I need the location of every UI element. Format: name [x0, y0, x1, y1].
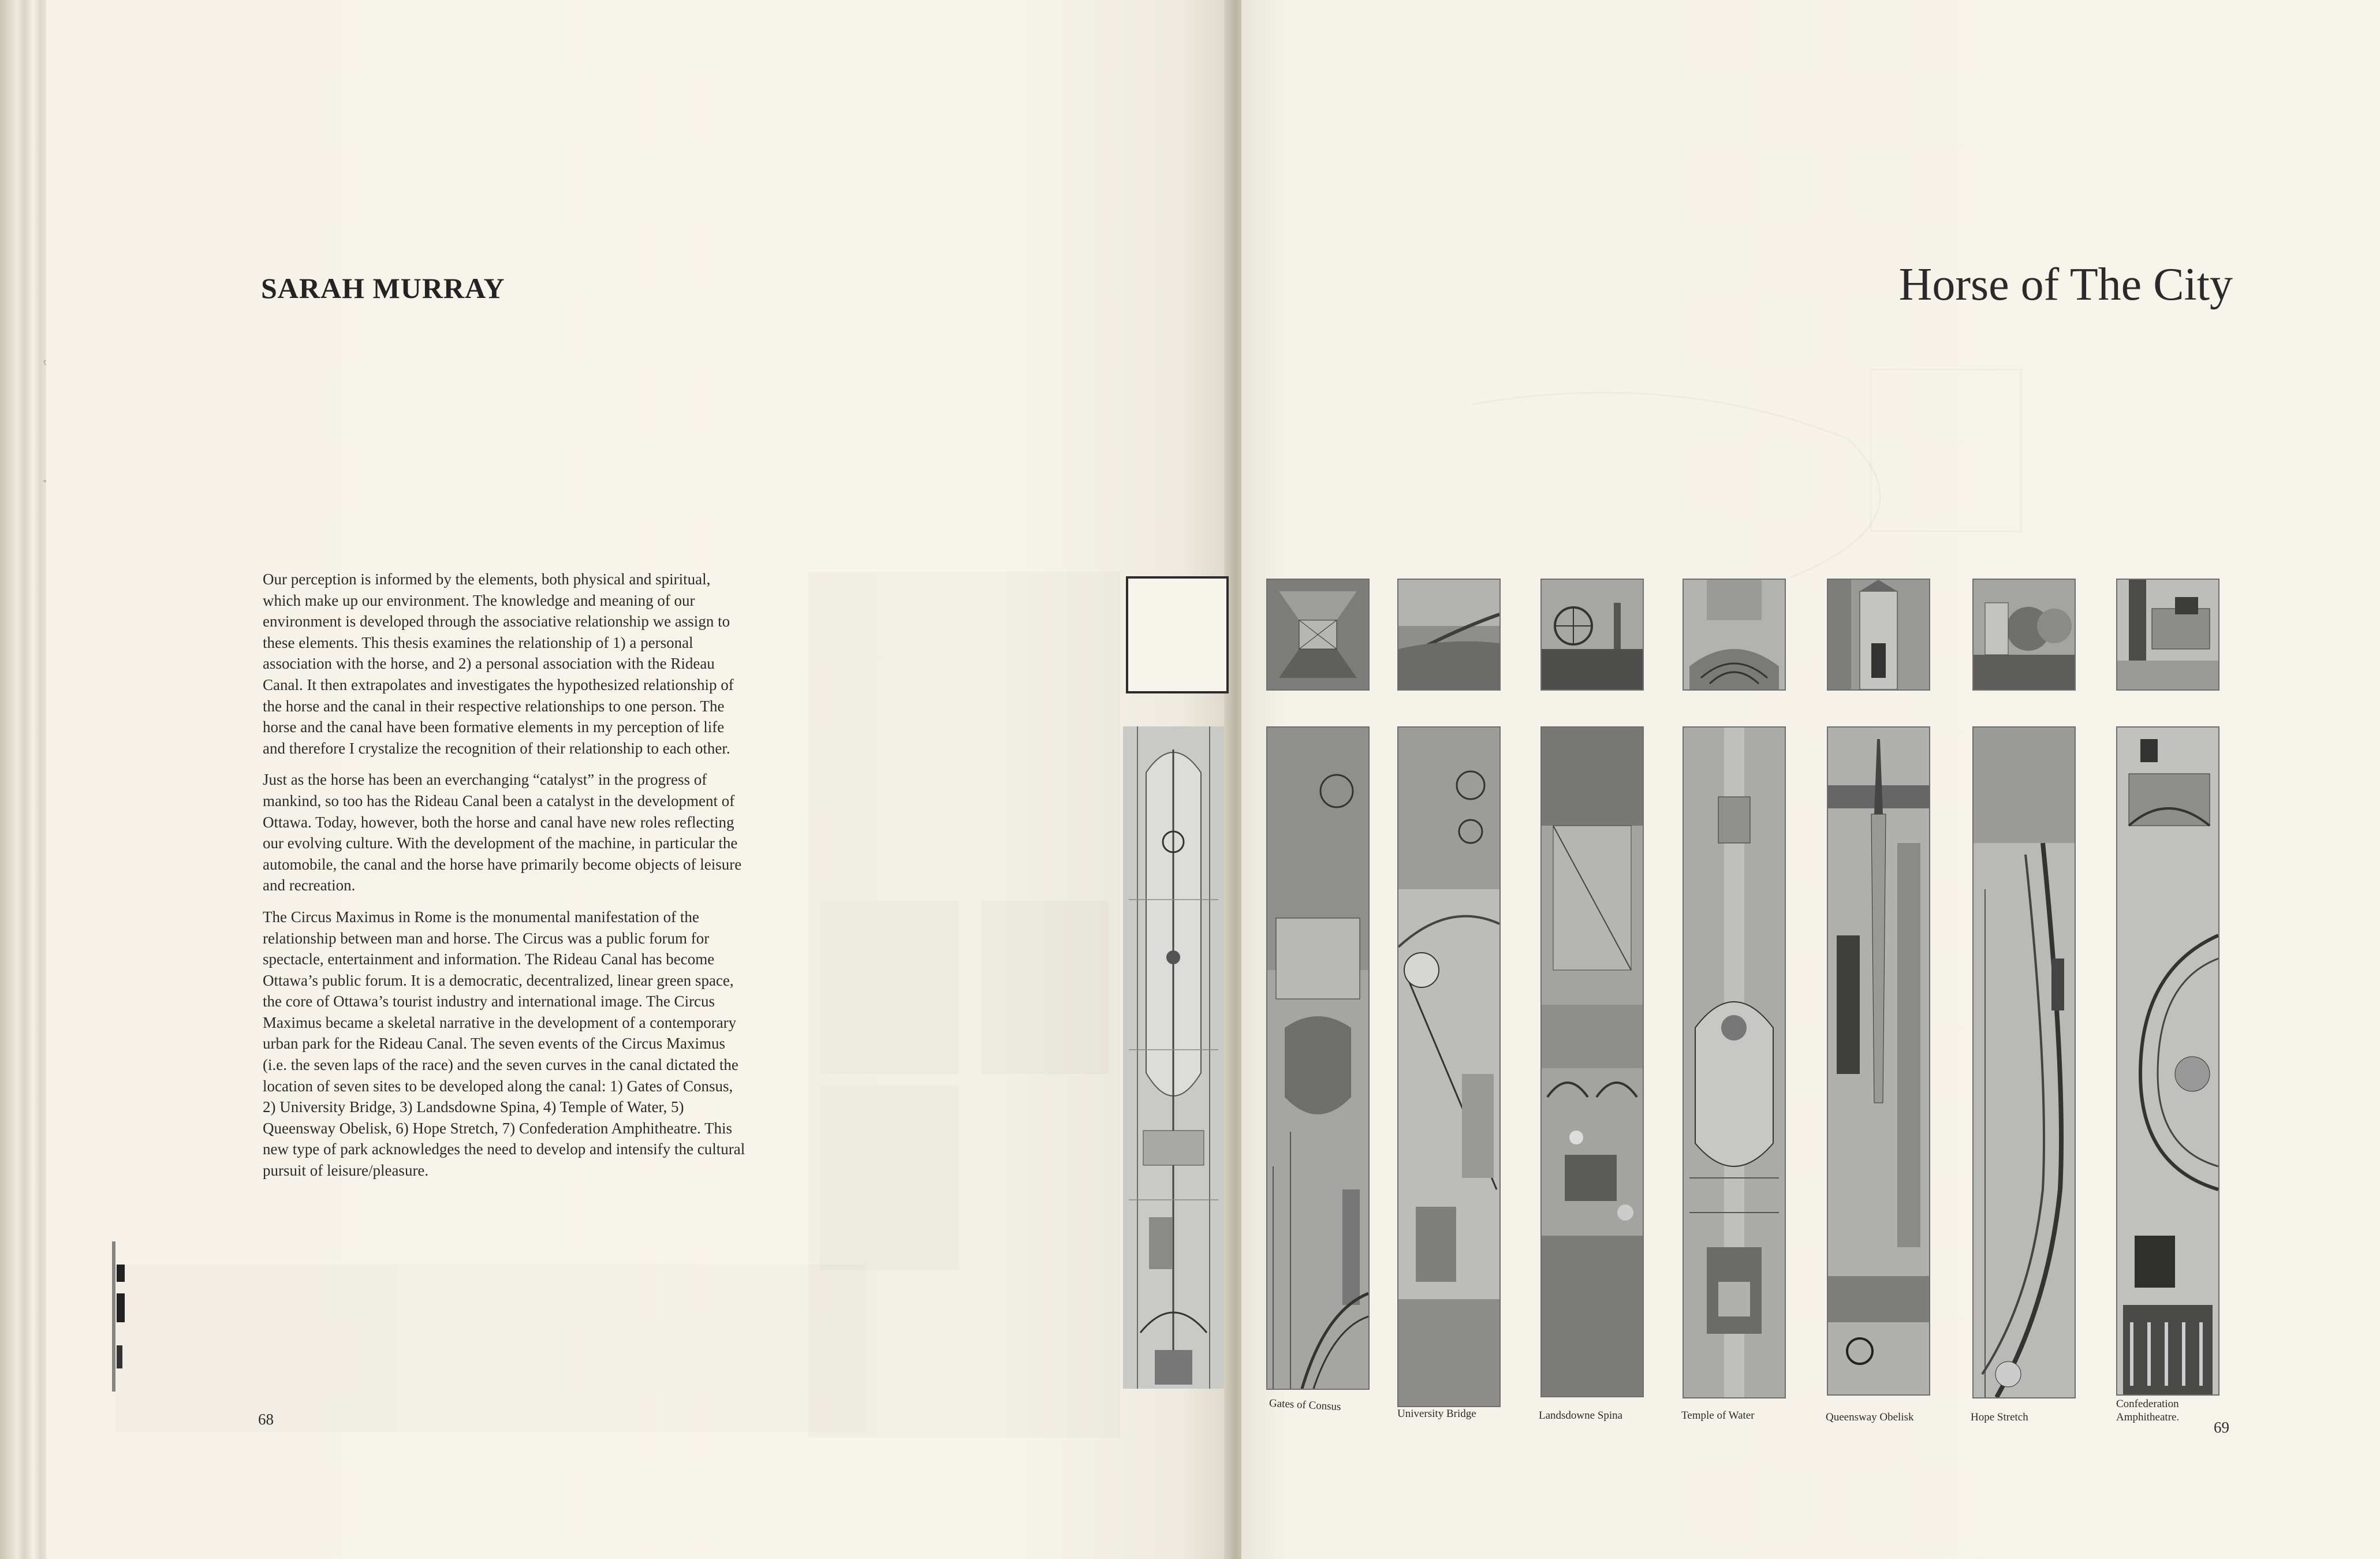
body-paragraph: The Circus Maximus in Rome is the monumental manifestation of the relationship between man and horse. The Circus was a public forum for spectacle, entertainment and information. The Rideau Canal has become Ottawa’s public forum. It is a democratic, decentralized, linear green space, the core of Ottawa’s tourist industry and international image. The Circus Maximus became a skeletal narrative in the development of a contemporary urban park for the Rideau Canal. The seven events of the Circus Maximus (i.e. the seven laps of the race) and the seven curves in the canal dictated the location of seven sites to be developed along the canal: 1) Gates of Consus, 2) University Bridge, 3) Landsdowne Spina, 4) Temple of Water, 5) Queensway Obelisk, 6) Hope Stretch, 7) Confederation Amphitheatre. This new type of park acknowledges the need to develop and intensify the cultural pursuit of leisure/pleasure. — [263, 908, 745, 1180]
strip-hope-stretch — [1972, 726, 2076, 1398]
caption-gates-of-consus: Gates of Consus — [1269, 1397, 1342, 1413]
strip-university-bridge — [1397, 726, 1501, 1407]
drawing-strip-overview — [1123, 726, 1224, 1389]
caption-confederation-amphitheatre-line2: Amphitheatre. — [2116, 1411, 2180, 1423]
strip-gates-of-consus — [1266, 726, 1370, 1390]
strip-temple-of-water — [1683, 726, 1786, 1398]
caption-queensway-obelisk: Queensway Obelisk — [1826, 1411, 1914, 1423]
thumbnail-queensway-obelisk — [1827, 579, 1930, 691]
caption-university-bridge: University Bridge — [1397, 1408, 1476, 1420]
strip-landsdowne-spina — [1540, 726, 1644, 1397]
strip-confederation-amphitheatre — [2116, 726, 2219, 1396]
page-number-left: 68 — [258, 1411, 274, 1428]
page-edge-figure-fragment — [110, 1241, 133, 1392]
thumbnail-temple-of-water — [1683, 579, 1786, 691]
article-title: Horse of The City — [1898, 259, 2233, 310]
caption-hope-stretch: Hope Stretch — [1971, 1411, 2028, 1423]
thumbnail-hope-stretch — [1972, 579, 2076, 691]
body-paragraph: Just as the horse has been an everchanging “catalyst” in the progress of mankind, so too has the Rideau Canal been a catalyst in the development of Ottawa. Today, however, both the horse and canal have new roles reflecting our evolving culture. With the development of the machine, in particular the automobile, the canal and the horse have primarily become objects of leisure and recreation. — [263, 771, 742, 894]
caption-confederation-amphitheatre-line1: Confederation — [2116, 1398, 2179, 1410]
author-name: SARAH MURRAY — [261, 272, 505, 304]
legend-box — [1126, 576, 1229, 693]
caption-temple-of-water: Temple of Water — [1681, 1409, 1755, 1422]
thumbnail-landsdowne-spina — [1540, 579, 1644, 691]
thumbnail-university-bridge — [1397, 579, 1501, 691]
caption-landsdowne-spina: Landsdowne Spina — [1539, 1409, 1623, 1422]
article-body — [263, 569, 749, 1192]
strip-queensway-obelisk — [1827, 726, 1930, 1396]
body-paragraph: Our perception is informed by the elements, both physical and spiritual, which make up our environment. The knowledge and meaning of our environment is developed through the associative relationship we assign to these elements. This thesis examines the relationship of 1) a personal association with the horse, and 2) a personal association with the Rideau Canal. It then extrapolates and investigates the hypothesized relationship of the horse and the canal in their respective relationships to one person. The horse and the canal have been formative elements in my perception of life and therefore I crystalize the recognition of their relationship to each other. — [263, 570, 734, 757]
thumbnail-confederation-amphitheatre — [2116, 579, 2219, 691]
page-number-right: 69 — [2214, 1419, 2229, 1436]
thumbnail-gates-of-consus — [1266, 579, 1370, 691]
